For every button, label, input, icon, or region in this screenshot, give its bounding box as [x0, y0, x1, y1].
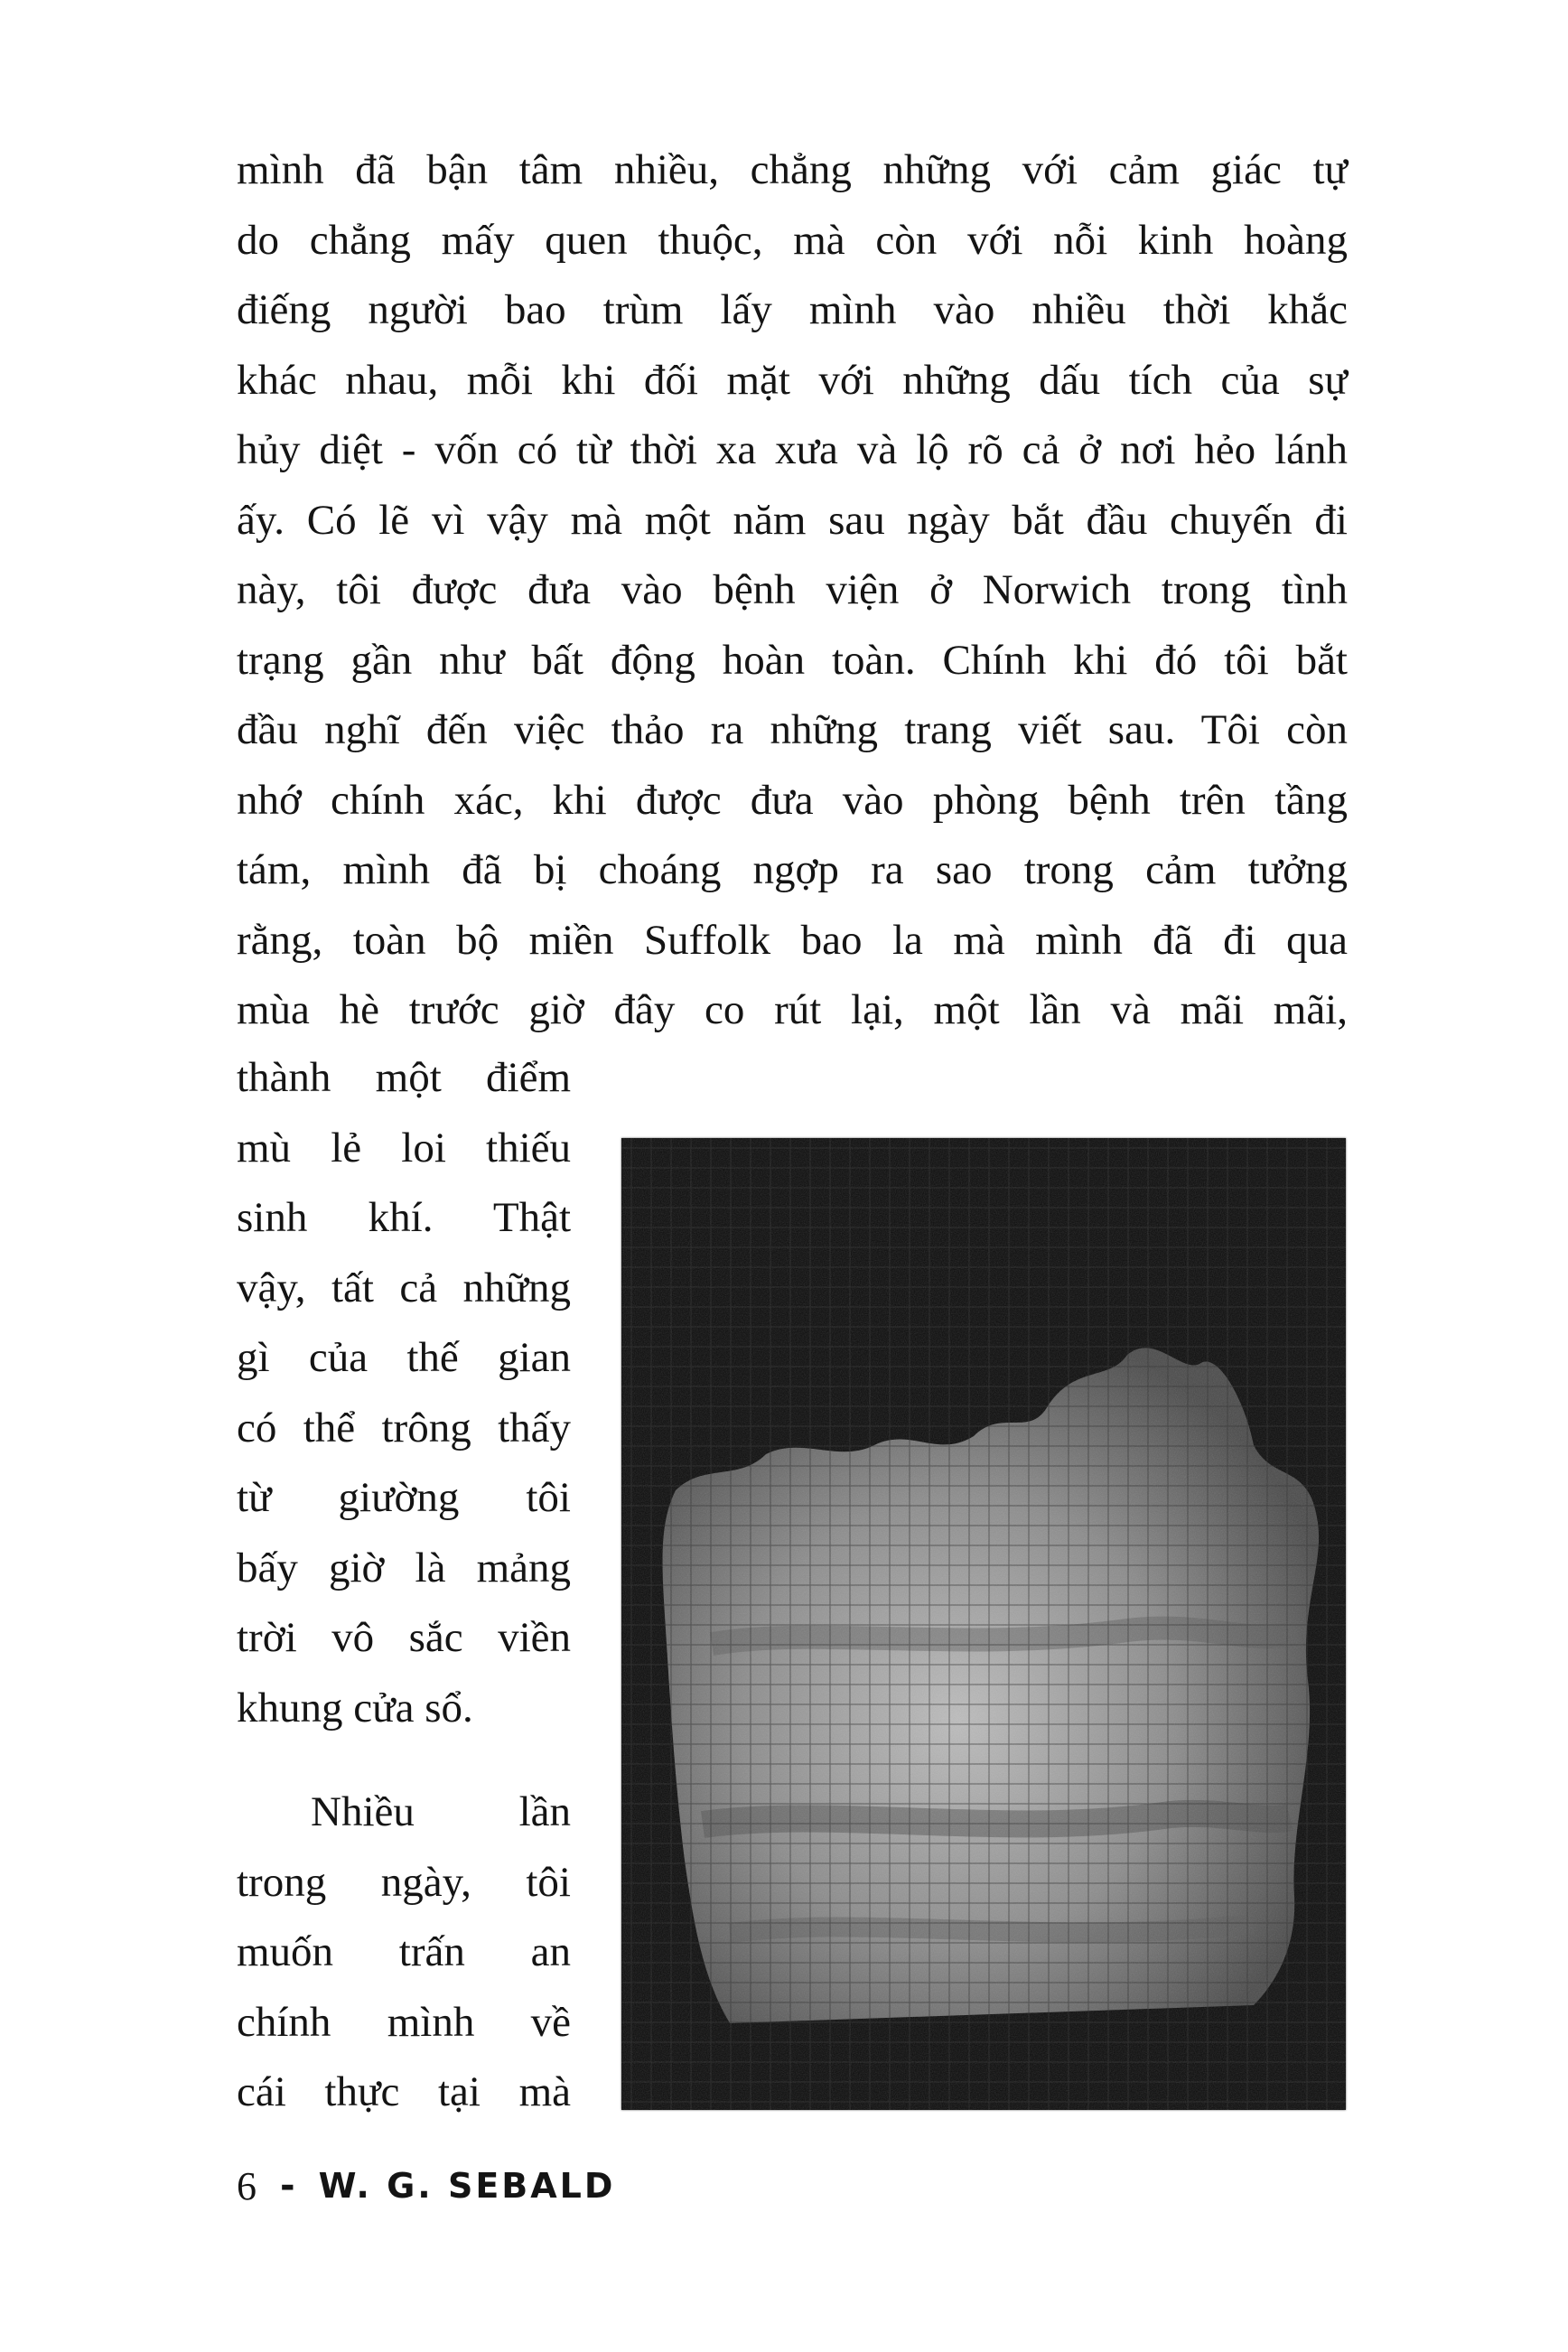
- photo-illustration: [621, 1138, 1346, 2110]
- paragraph-two-line: chính mình về: [237, 1998, 571, 2046]
- wrapped-text-column: [237, 1043, 571, 2128]
- wrapped-line: thành một điểm: [237, 1054, 571, 1101]
- body-line: mình đã bận tâm nhiều, chẳng những với cảm giác tự: [237, 146, 1348, 193]
- body-line: khác nhau, mỗi khi đối mặt với những dấu tích của sự: [237, 356, 1348, 404]
- wrapped-line: sinh khí. Thật: [237, 1194, 571, 1241]
- wrapped-line: bấy giờ là mảng: [237, 1544, 571, 1591]
- paragraph-two-line: cái thực tại mà: [237, 2068, 571, 2115]
- page-footer: [237, 2159, 615, 2213]
- body-line: mùa hè trước giờ đây co rút lại, một lần và mãi mãi,: [237, 986, 1348, 1033]
- running-head-author: W. G. SEBALD: [318, 2166, 616, 2206]
- body-line: điếng người bao trùm lấy mình vào nhiều thời khắc: [237, 286, 1348, 333]
- wrapped-line: gì của thế gian: [237, 1334, 571, 1381]
- wrapped-line: vậy, tất cả những: [237, 1264, 571, 1311]
- body-line: tám, mình đã bị choáng ngợp ra sao trong cảm tưởng: [237, 846, 1348, 893]
- wrapped-line: mù lẻ loi thiếu: [237, 1124, 571, 1171]
- body-line: rằng, toàn bộ miền Suffolk bao la mà mình đã đi qua: [237, 916, 1348, 964]
- body-line: hủy diệt - vốn có từ thời xa xưa và lộ rõ cả ở nơi hẻo lánh: [237, 426, 1348, 473]
- wrapped-line: khung cửa sổ.: [237, 1684, 473, 1731]
- paragraph-two-line: muốn trấn an: [237, 1928, 571, 1975]
- page-number: 6: [237, 2163, 257, 2208]
- paragraph-two-line: Nhiều lần: [311, 1788, 571, 1835]
- paragraph-gap: [237, 1743, 571, 1778]
- body-line: ấy. Có lẽ vì vậy mà một năm sau ngày bắt đầu chuyến đi: [237, 496, 1348, 544]
- body-line: này, tôi được đưa vào bệnh viện ở Norwich trong tình: [237, 566, 1348, 613]
- main-text-block: [237, 135, 1348, 1046]
- body-line: nhớ chính xác, khi được đưa vào phòng bệnh trên tầng: [237, 776, 1348, 824]
- footer-separator: -: [280, 2165, 295, 2207]
- body-line: do chẳng mấy quen thuộc, mà còn với nỗi kinh hoàng: [237, 216, 1348, 264]
- window-sky-photo: [621, 1138, 1346, 2110]
- body-line: đầu nghĩ đến việc thảo ra những trang viết sau. Tôi còn: [237, 706, 1348, 753]
- wrapped-line: có thể trông thấy: [237, 1404, 571, 1451]
- wrapped-line: từ giường tôi: [237, 1474, 571, 1521]
- paragraph-two-line: trong ngày, tôi: [237, 1858, 571, 1906]
- body-line: trạng gần như bất động hoàn toàn. Chính khi đó tôi bắt: [237, 636, 1348, 684]
- wrapped-line: trời vô sắc viền: [237, 1614, 571, 1661]
